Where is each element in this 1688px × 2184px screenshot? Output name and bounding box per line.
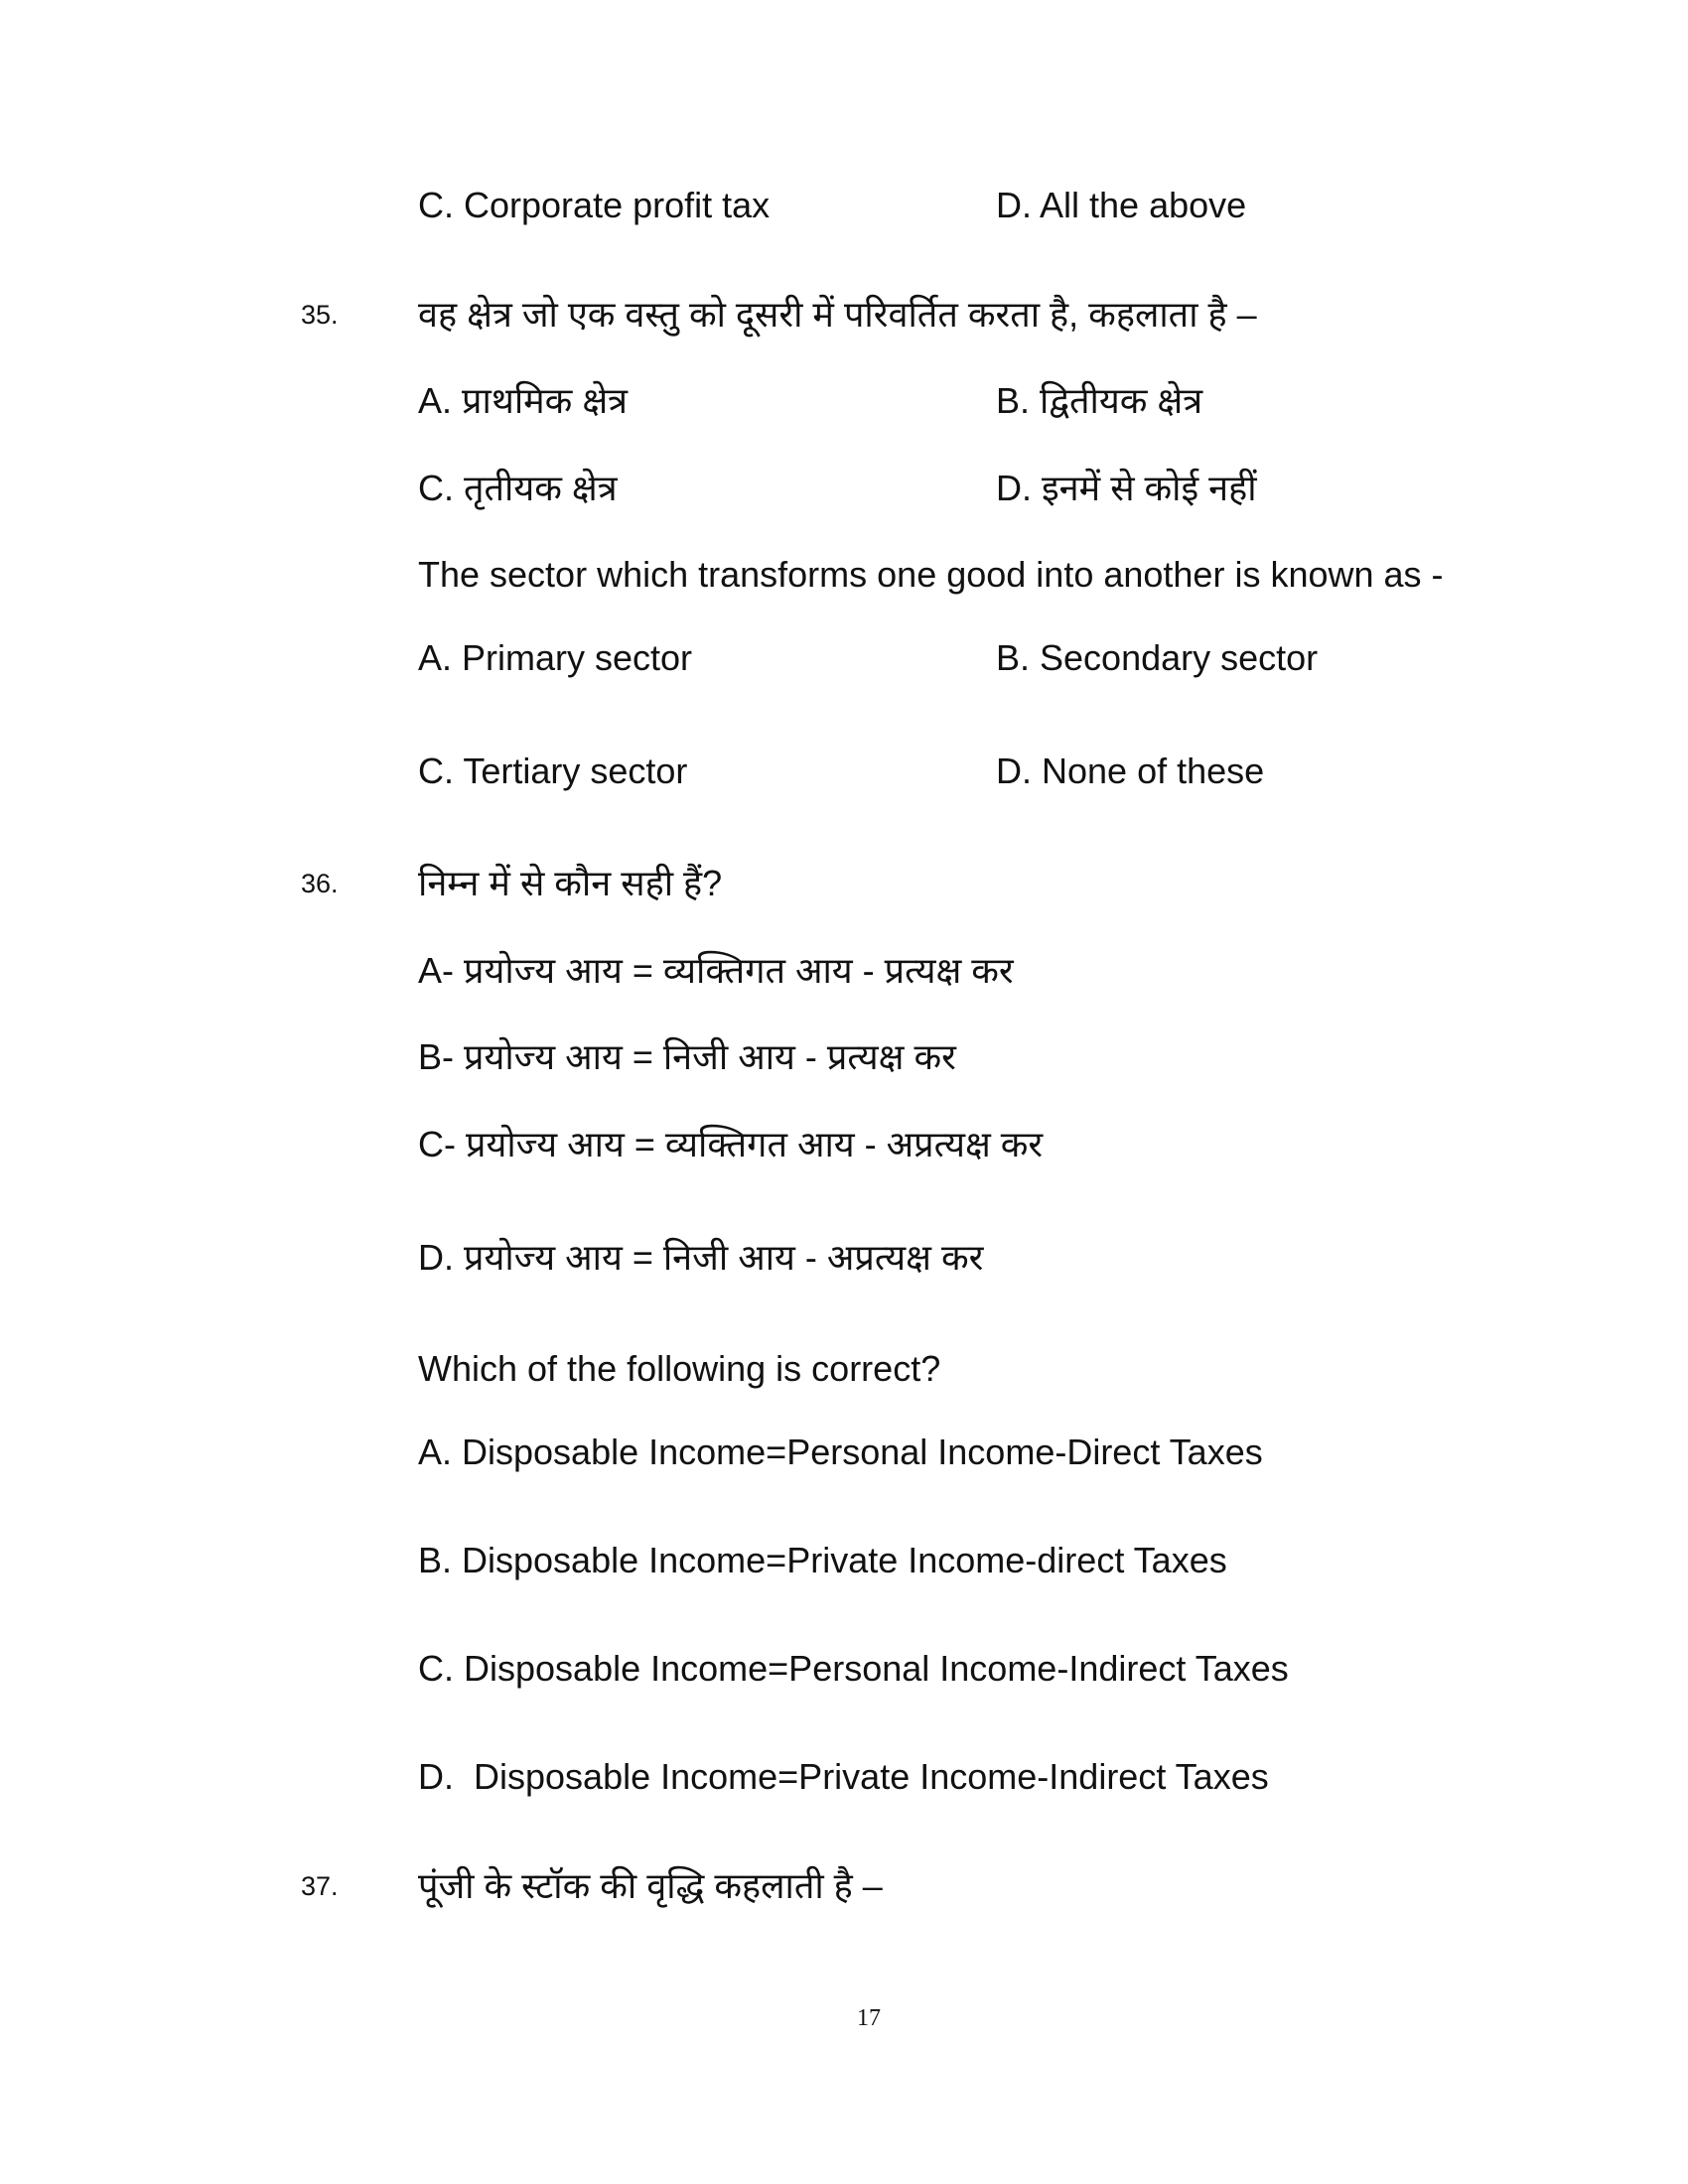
q36-english-option-c: C. Disposable Income=Personal Income-Indirect Taxes xyxy=(418,1648,1289,1689)
question-number-37: 37. xyxy=(301,1871,339,1901)
q36-english-question: Which of the following is correct? xyxy=(418,1348,941,1389)
q35-hindi-option-b: B. द्वितीयक क्षेत्र xyxy=(996,380,1203,421)
q35-english-option-a: A. Primary sector xyxy=(418,637,693,678)
q34-option-c: C. Corporate profit tax xyxy=(418,185,771,225)
q34-option-d: D. All the above xyxy=(996,185,1247,225)
q37-hindi-question: पूंजी के स्टॉक की वृद्धि कहलाती है – xyxy=(418,1865,883,1906)
q35-hindi-option-d: D. इनमें से कोई नहीं xyxy=(996,468,1257,508)
q35-english-option-c: C. Tertiary sector xyxy=(418,751,688,791)
q36-hindi-option-b: B- प्रयोज्य आय = निजी आय - प्रत्यक्ष कर xyxy=(418,1036,956,1077)
q35-hindi-option-a: A. प्राथमिक क्षेत्र xyxy=(418,380,629,421)
q35-english-option-b: B. Secondary sector xyxy=(996,637,1319,678)
q36-hindi-option-a: A- प्रयोज्य आय = व्यक्तिगत आय - प्रत्यक्ष कर xyxy=(418,950,1014,991)
question-number-35: 35. xyxy=(301,300,339,330)
q36-hindi-option-d: D. प्रयोज्य आय = निजी आय - अप्रत्यक्ष कर xyxy=(418,1237,984,1278)
q36-hindi-option-c: C- प्रयोज्य आय = व्यक्तिगत आय - अप्रत्यक्ष कर xyxy=(418,1124,1044,1164)
page-number: 17 xyxy=(857,2005,881,2031)
q35-english-option-d: D. None of these xyxy=(996,751,1265,791)
question-number-36: 36. xyxy=(301,869,339,898)
q36-english-option-a: A. Disposable Income=Personal Income-Direct Taxes xyxy=(418,1432,1263,1472)
q35-hindi-question: वह क्षेत्र जो एक वस्तु को दूसरी में परिवर्तित करता है, कहलाता है – xyxy=(418,294,1257,335)
q35-hindi-option-c: C. तृतीयक क्षेत्र xyxy=(418,468,618,508)
q36-hindi-question: निम्न में से कौन सही हैं? xyxy=(418,863,723,903)
q35-english-question: The sector which transforms one good into another is known as - xyxy=(418,554,1444,595)
q36-english-option-d: D. Disposable Income=Private Income-Indirect Taxes xyxy=(418,1756,1269,1797)
q36-english-option-b: B. Disposable Income=Private Income-direct Taxes xyxy=(418,1540,1227,1580)
